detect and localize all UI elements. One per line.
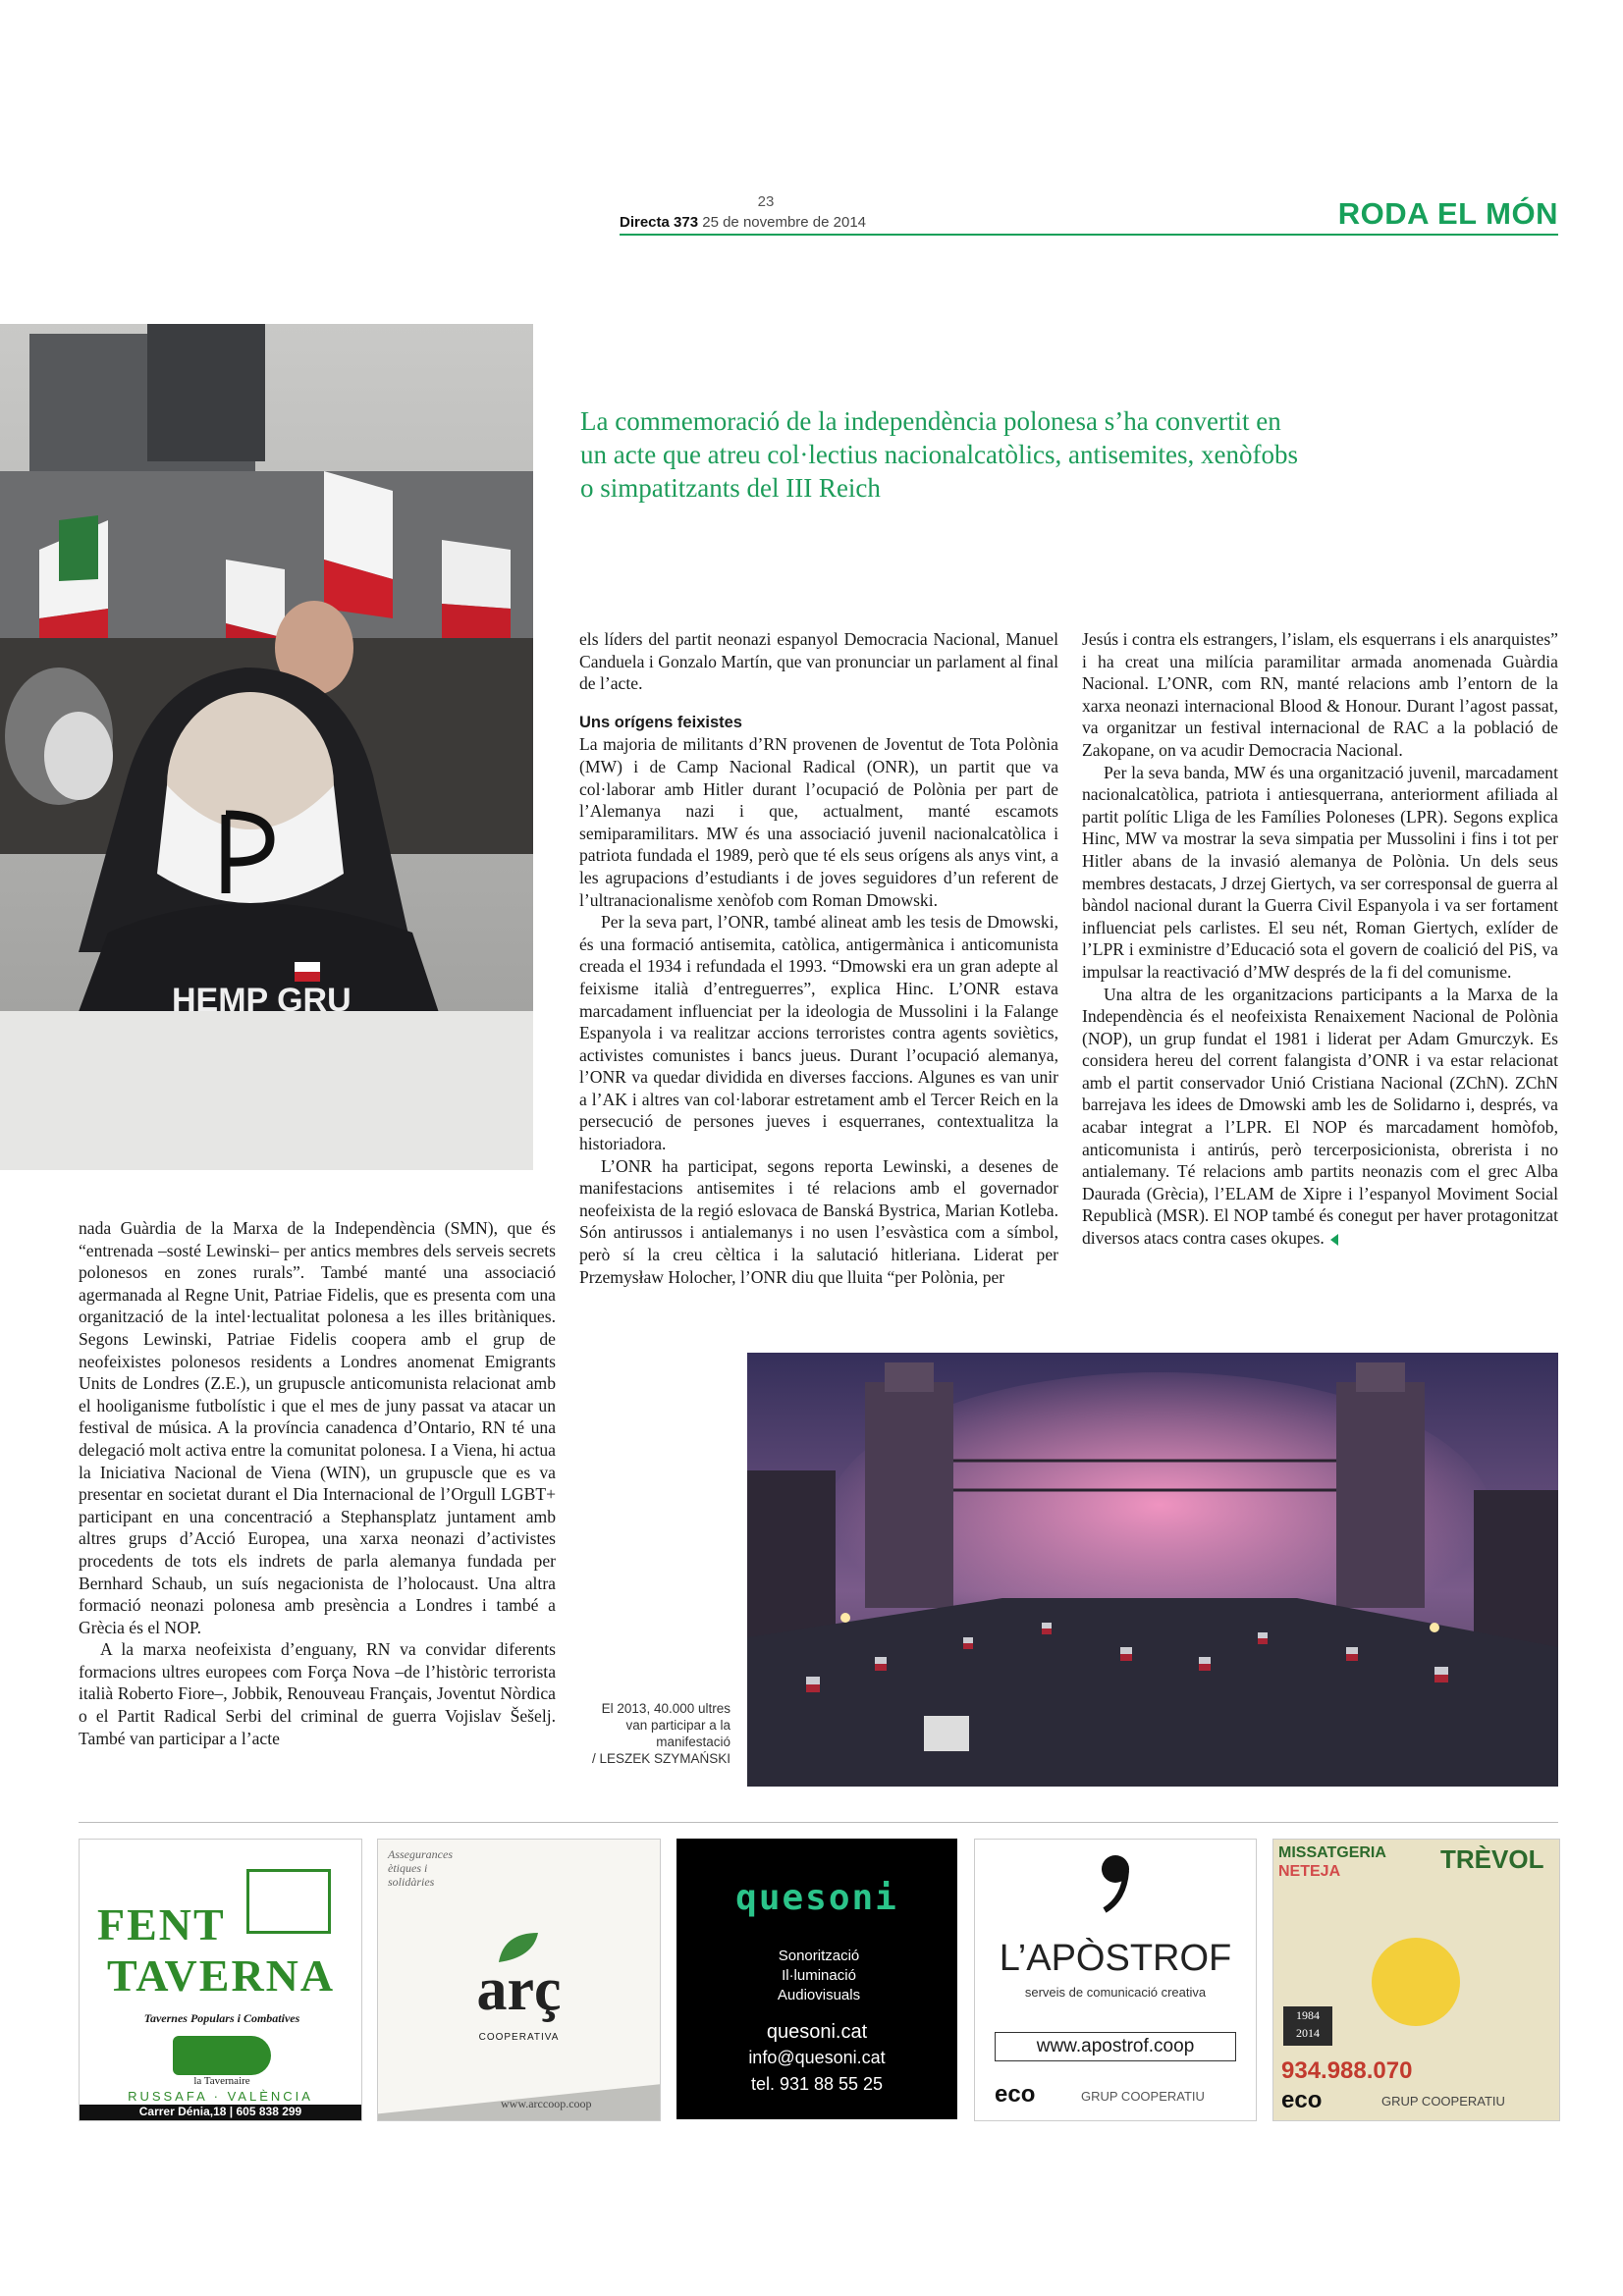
ad-trevol-phone: 934.988.070 <box>1281 2057 1413 2084</box>
ad-arc[interactable] <box>377 1839 661 2121</box>
ad-trevol-brand: TRÈVOL <box>1440 1844 1544 1874</box>
header-rule <box>620 234 1558 236</box>
page-number: 23 <box>757 193 775 210</box>
ad-quesoni[interactable] <box>676 1839 957 2119</box>
ad-trevol-group: GRUP COOPERATIU <box>1381 2094 1505 2109</box>
section-title: RODA EL MÓN <box>1337 196 1558 231</box>
publication: Directa 373 <box>620 214 699 231</box>
photo-credit: / LESZEK SZYMAŃSKI <box>591 1751 730 1766</box>
photo-caption <box>581 1700 730 1767</box>
ad-trevol-word2: NETEJA <box>1278 1863 1341 1880</box>
ad-fenti-title1: FENT <box>97 1899 226 1949</box>
clover-icon <box>1372 1938 1460 2026</box>
ad-apostrof-url: www.apostrof.coop <box>995 2032 1236 2061</box>
ad-arc-url: www.arccoop.coop <box>501 2097 592 2110</box>
march-photo <box>747 1353 1558 1787</box>
paragraph: Per la seva banda, MW és una organització juvenil, marcadament nacionalcatòlica, patriota i antiesquerrana, anteriorment afiliada al partit polític Lliga de les Famílies Poloneses (LPR). Segons explica Hinc, MW va mostrar la seva simpatia per Mussolini i fins i tot per Hitler abans de la invasió alemanya de Polònia. Un dels seus membres destacats, J drzej Giertych, va ser corresponsal de guerra al bàndol nacional durant la Guerra Civil Espanyola i va ser fortament influenciat pels carlistes. El seu nét, Roman Giertych, exlíder de l’LPR i exministre d’Educació sota el govern de coalició del PiS, va impulsar la reactivació d’MW després de la fi del comunisme. <box>1082 762 1558 982</box>
subheading: Uns orígens feixistes <box>579 713 742 731</box>
paragraph: Per la seva part, l’ONR, també alineat amb les tesis de Dmowski, és una formació antisemita, catòlica, antigermànica i anticomunista creada el 1934 i refundada el 1993. “Dmowski era un gran adepte al feixisme italià d’entreguerres”, explica Hinc. L’ONR estava marcadament influenciat per la ideologia de Mussolini i la Falange Espanyola i va realitzar accions terroristes contra agents soviètics, activistes comunistes i bancs jueus. Durant l’ocupació alemanya, l’ONR va quedar dividida en diverses faccions. Algunes es van unir a l’AK i altres van col·laborar estretament amb el Tercer Reich en la persecució de persones jueves i esquerranes, contextualitza la historiadora. <box>579 912 1058 1154</box>
ad-trevol-word1: MISSATGERIA <box>1278 1844 1386 1861</box>
ad-quesoni-phone: tel. 931 88 55 25 <box>750 2074 884 2094</box>
ad-arc-decoration <box>378 2056 661 2121</box>
ad-quesoni-services: Sonorització Il·luminació Audiovisuals <box>777 1948 861 2003</box>
ad-apostrof-eco: eco <box>995 2081 1036 2108</box>
end-mark-icon <box>1330 1234 1338 1246</box>
ad-quesoni-logo: quesoni <box>735 1878 898 1918</box>
ad-quesoni-email: info@quesoni.cat <box>748 2048 886 2067</box>
paragraph: L’ONR ha participat, segons reporta Lewinski, a desenes de manifestacions antisemites i té relacions amb el governador neofeixista de la regió eslovaca de Banská Bystrica, Marian Kotleba. Són antirussos i antialemanys i no usen l’esvàstica com a símbol, però sí la creu cèltica i la salutació hitleriana. Liderat per Przemysław Holocher, l’ONR diu que lluita “per Polònia, per <box>579 1155 1058 1287</box>
ad-fenti-subtitle: Tavernes Populars i Combatives <box>143 2011 300 2025</box>
ad-arc-tagline: Assegurances ètiques i solidàries <box>388 1847 453 1889</box>
article-column-3 <box>1082 628 1558 1250</box>
pull-quote: La commemoració de la independència polonesa s’ha convertit en un acte que atreu col·lectius nacionalcatòlics, antisemites, xenòfobs o simpatitzants del III Reich <box>580 406 1298 503</box>
ad-fent-taverna[interactable] <box>79 1839 362 2121</box>
ad-arc-sub: COOPERATIVA <box>478 2032 560 2043</box>
protest-photo <box>0 324 533 1170</box>
ad-apostrof-group: GRUP COOPERATIU <box>1081 2089 1205 2104</box>
paragraph: Jesús i contra els estrangers, l’islam, els esquerrans i els anarquistes” i ha creat una milícia paramilitar armada anomenada Guàrdia Nacional. L’ONR, com RN, manté relacions amb l’entorn de la xarxa neonazi internacional Blood & Honour. Durant l’agost passat, va organitzar un festival internacional de RAC a la població de Zakopane, on va acudir Democracia Nacional. <box>1082 629 1558 760</box>
ad-trevol[interactable] <box>1272 1839 1560 2121</box>
ad-trevol-years: 1984 2014 <box>1283 2006 1332 2046</box>
ads-rule <box>79 1822 1558 1823</box>
ad-arc-logo: arç <box>476 1956 562 2023</box>
issue-date: 25 de novembre de 2014 <box>702 214 867 231</box>
folio <box>620 214 866 231</box>
ad-fenti-bottle: la Tavernaire <box>193 2075 250 2087</box>
house-icon <box>246 1869 331 1934</box>
ad-trevol-eco: eco <box>1281 2087 1323 2113</box>
ad-fenti-address: Carrer Dénia,18 | 605 838 299 <box>80 2105 361 2120</box>
ad-apostrof-tagline: serveis de comunicació creativa <box>1024 1985 1207 2000</box>
paragraph-text: Una altra de les organitzacions participants a la Marxa de la Independència és el neofeixista Renaixement Nacional de Polònia (NOP), un grup fundat el 1981 i liderat per Adam Gmurczyk. Es considera hereu del corrent falangista d’ONR i va estar relacionat amb el partit conservador Unió Cristiana Nacional (ZChN). ZChN barrejava les idees de Dmowski amb les de Solidarno i, després, va acabar integrat a l’LPR. El NOP és marcadament homòfob, anticomunista i antirús, però tercerposicionista, obrerista i no antialemany. Té relacions amb partits neonazis com el grec Alba Daurada (Grècia), l’ELAM de Xipre i l’espanyol Moviment Social Republicà (MSR). El NOP també és conegut per haver protagonitzat diversos atacs contra cases okupes. <box>1082 984 1558 1249</box>
paragraph: La majoria de militants d’RN provenen de Joventut de Tota Polònia (MW) i de Camp Nacional Radical (ONR), un partit que va col·laborar amb Hitler durant l’ocupació de Polònia per part de l’Alemanya nazi i que, actualment, manté escamots semiparamilitars. MW és una associació juvenil nacionalcatòlica i patriota fundada el 1989, però que té els seus orígens als anys vint, a les agrupacions d’estudiants i de joves seguidores d’un referent de l’ultranacionalisme xenòfob com Roman Dmowski. <box>579 734 1058 910</box>
paragraph: els líders del partit neonazi espanyol Democracia Nacional, Manuel Canduela i Gonzalo Martín, que van pronunciar un parlament al final de l’acte. <box>579 629 1058 694</box>
bottle-icon <box>173 2036 271 2075</box>
paragraph: nada Guàrdia de la Marxa de la Independència (SMN), que és “entrenada –sosté Lewinski– per antics membres dels serveis secrets polonesos en zones rurals”. També manté una associació agermanada al Regne Unit, Patriae Fidelis, que es presenta com una organització de la intel·lectualitat polonesa a les illes britàniques. Segons Lewinski, Patriae Fidelis coopera amb el grup de neofeixistes polonesos residents a Londres anomenat Emigrants Units de Londres (Z.E.), un grupuscle anticomunista relacionat amb el hooliganisme futbolístic i que el mes de juny passat va atacar un festival de música. A la província canadenca d’Ontario, RN té una delegació molt activa entre la comunitat polonesa. I a Viena, hi actua la Iniciativa Nacional de Viena (WIN), un grupuscle que es va presentar en societat durant el Dia Internacional de l’Orgull LGBT+ participant en una concentració a Stephansplatz juntament amb altres grups d’Acció Europea, una xarxa neonazi d’activistes procedents de tots els indrets de parla alemanya fundada per Bernhard Schaub, un suís negacionista de l’holocaust. Una altra formació neonazi polonesa amb presència a Londres i també a Grècia és el NOP. <box>79 1218 556 1637</box>
shirt-text: HEMP GRU <box>172 982 352 1019</box>
ad-apostrof-logo: L’APÒSTROF <box>999 1938 1232 1979</box>
article-column-2 <box>579 628 1058 1288</box>
caption-text: El 2013, 40.000 ultres van participar a la manifestació <box>601 1701 730 1749</box>
apostrophe-icon <box>1091 1849 1140 1918</box>
article-column-1 <box>79 1217 556 1749</box>
paragraph: A la marxa neofeixista d’enguany, RN va convidar diferents formacions ultres europees com Força Nova –de l’històric terrorista italià Roberto Fiore–, Jobbik, Renouveau Français, Joventut Nòrdica o el Partit Radical Serbi del criminal de guerra Vojislav Šešelj. També van participar a l’acte <box>79 1639 556 1748</box>
paragraph <box>1082 984 1558 1250</box>
ad-apostrof[interactable] <box>974 1839 1257 2121</box>
ad-fenti-title2: TAVERNA <box>107 1950 336 2001</box>
ad-quesoni-web: quesoni.cat <box>766 2021 868 2043</box>
ad-fenti-location: RUSSAFA · VALÈNCIA <box>128 2089 313 2104</box>
